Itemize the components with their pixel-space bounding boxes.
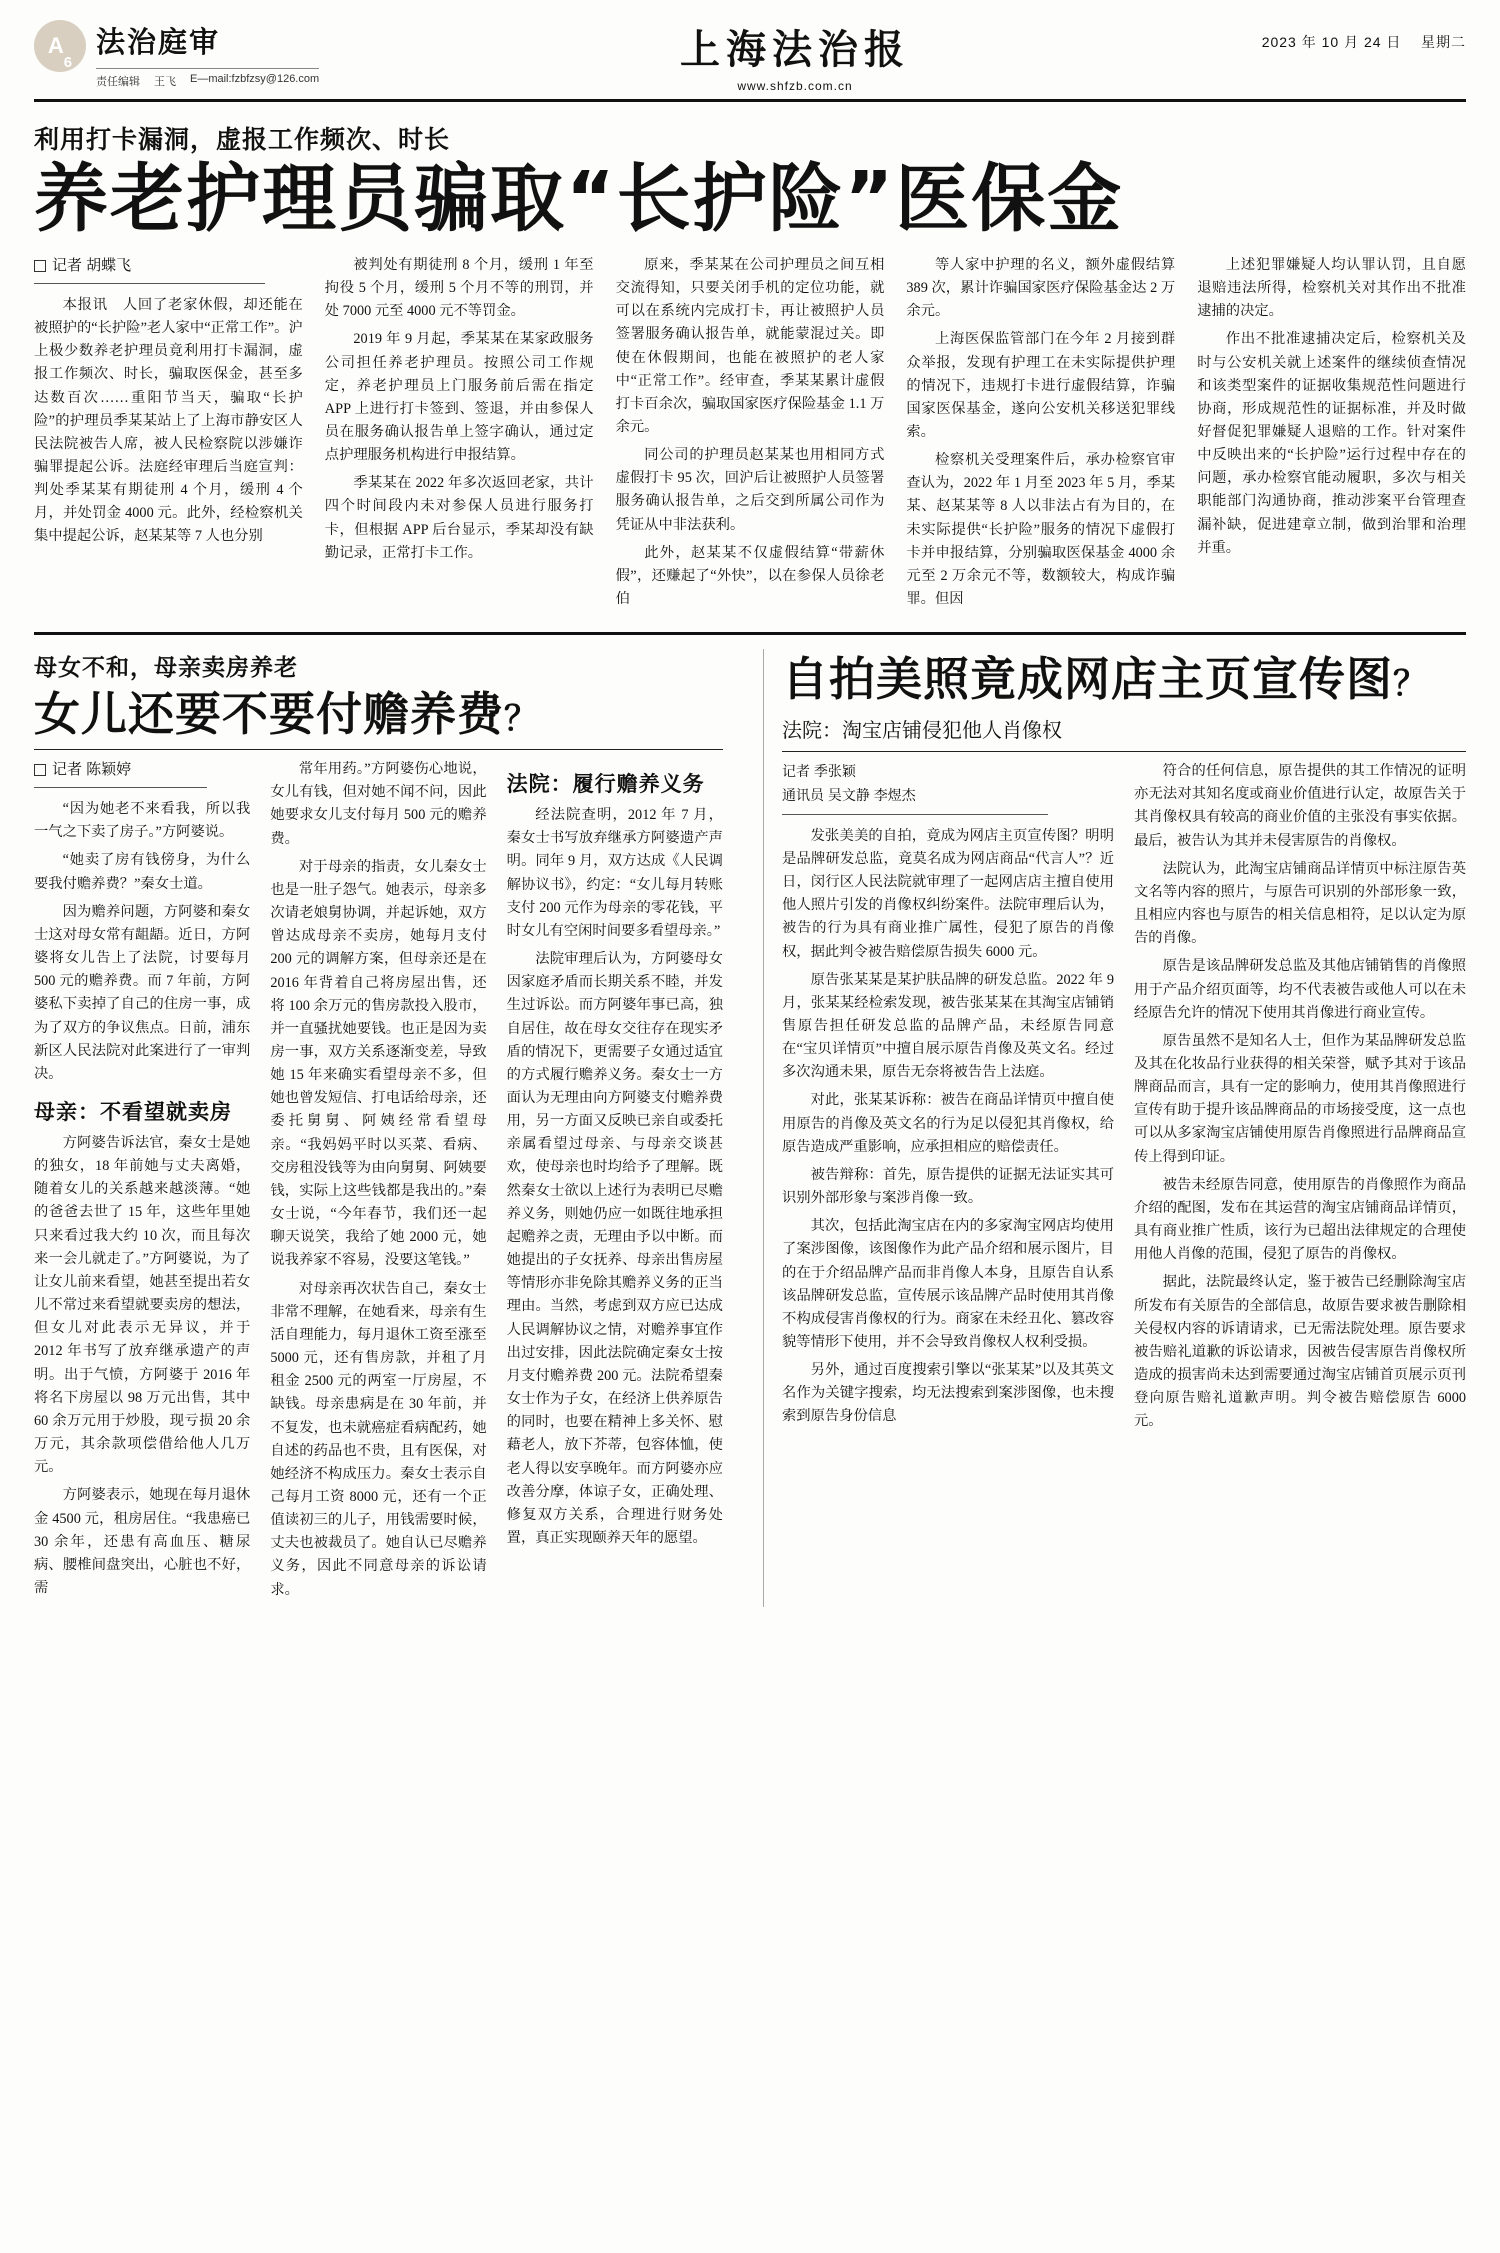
byline-divider bbox=[34, 283, 265, 284]
paragraph: 作出不批准逮捕决定后，检察机关及时与公安机关就上述案件的继续侦查情况和该类型案件的证据收集规范性问题进行协商，形成规范性的证据标准，并及时做好督促犯罪嫌疑人退赔的工作。针对案件中反映出来的“长护险”运行过程中存在的问题，承办检察官能动履职，多次与相关职能部门沟通协商，推动涉案平台管理查漏补缺，促进建章立制，做到治罪和治理并重。 bbox=[1197, 331, 1466, 556]
paragraph: 法院认为，此淘宝店铺商品详情页中标注原告英文名等内容的照片，与原告可识别的外部形象一致，且相应内容也与原告的相关信息相符，足以认定为原告的肖像。 bbox=[1134, 860, 1466, 947]
byline-marker-icon bbox=[34, 764, 46, 776]
story-left-rule bbox=[34, 749, 723, 750]
story-left-columns bbox=[34, 758, 723, 1607]
page-letter: A bbox=[47, 33, 64, 58]
lead-headline: 养老护理员骗取“长护险”医保金 bbox=[34, 156, 1124, 242]
paragraph: 符合的任何信息，原告提供的其工作情况的证明亦无法对其知名度或商业价值进行认定，故原告关于其肖像权具有较高的商业价值的主张没有事实依据。最后，被告认为其并未侵害原告的肖像权。 bbox=[1134, 763, 1466, 849]
paragraph: 原告张某某是某护肤品牌的研发总监。2022 年 9 月，张某某经检索发现，被告张某某在其淘宝店铺销售原告担任研发总监的品牌产品，未经原告同意在“宝贝详情页”中擅自展示原告肖像及英文名。经过多次沟通未果，原告无奈将被告告上法庭。 bbox=[782, 971, 1114, 1081]
editor-label: 责任编辑 bbox=[96, 76, 140, 88]
lead-byline bbox=[34, 254, 303, 275]
paragraph: 检察机关受理案件后，承办检察官审查认为，2022 年 1 月至 2023 年 5 月，季某某、赵某某等 8 人以非法占有为目的，在未实际提供“长护险”服务的情况下虚假打卡并申报结算，分别骗取医保基金 4000 余元至 2 万余元不等，数额较大，构成诈骗罪。但因 bbox=[906, 452, 1176, 608]
paragraph: 方阿婆告诉法官，秦女士是她的独女，18 年前她与丈夫离婚，随着女儿的关系越来越淡薄。“她的爸爸去世了 15 年，这些年里她只来看过我大约 10 次，而且每次来一会儿就走了。”方阿婆说，为了让女儿前来看望，她甚至提出若女儿不常过来看望就要卖房的想法，但女儿对此表示无异议，并于 2012 年书写了放弃继承遗产的声明。出于气愤，方阿婆于 2016 年将名下房屋以 98 万元出售，其中 60 余万元用于炒股，现亏损 20 余万元，其余款项偿借给他人几万元。 bbox=[34, 1135, 251, 1476]
paragraph: 对于母亲的指责，女儿秦女士也是一肚子怨气。她表示，母亲多次请老娘舅协调，并起诉她，双方曾达成母亲不卖房，她每月支付 200 元的调解方案，但母亲还是在 2016 年背着自己将房屋出售，还将 100 余万元的售房款投入股市，并一直骚扰她要钱。也正是因为卖房一事，双方关系逐渐变差，导致她 15 年来确实看望母亲不多，但她也曾发短信、打电话给母亲，还委托舅舅、阿姨经常看望母亲。“我妈妈平时以买菜、看病、交房租没钱等为由向舅舅、阿姨要钱，实际上这些钱都是我出的。”秦女士说，“今年春节，我们还一起聊天说笑，我给了她 2000 元，她说我养家不容易，没要这笔钱。” bbox=[270, 858, 487, 1269]
lead-column-1 bbox=[34, 254, 303, 616]
paragraph: 法院审理后认为，方阿婆母女因家庭矛盾而长期关系不睦，并发生过诉讼。而方阿婆年事已高，独自居住，故在母女交往存在现实矛盾的情况下，更需要子女通过适宜的方式履行赡养义务。秦女士一方面认为无理由向方阿婆支付赡养费用，另一方面又反映已亲自或委托亲属看望过母亲、与母亲交谈甚欢，使母亲也时均给予了理解。既然秦女士欲以上述行为表明已尽赡养义务，则她仍应一如既往地承担起赡养之责，无理由予以中断。而她提出的子女抚养、母亲出售房屋等情形亦非免除其赡养义务的正当理由。当然，考虑到双方应已达成人民调解协议之情，对赡养事宜作出过安排，因此法院确定秦女士按月支付赡养费 200 元。法院希望秦女士作为子女，在经济上供养原告的同时，也要在精神上多关怀、慰藉老人，放下芥蒂，包容体恤，使老人得以安享晚年。而方阿婆亦应改善分摩，体谅子女，正确处理、修复双方关系，合理进行财务处置，真正实现颐养天年的愿望。 bbox=[506, 951, 723, 1546]
story-left-column-3 bbox=[507, 758, 723, 1607]
paragraph: 因为赡养问题，方阿婆和秦女士这对母女常有龃龉。近日，方阿婆将女儿告上了法院，讨要每月 500 元的赡养费。而 7 年前，方阿婆私下卖掉了自己的住房一事，成为了双方的争议焦点。日前，浦东新区人民法院对此案进行了一审判决。 bbox=[34, 903, 251, 1082]
paragraph: 对此，张某某诉称：被告在商品详情页中擅自使用原告的肖像及英文名的行为足以侵犯其肖像权，给原告造成严重影响，应承担相应的赔偿责任。 bbox=[782, 1092, 1114, 1155]
paragraph: 方阿婆表示，她现在每月退休金 4500 元，租房居住。“我患癌已 30 余年，还患有高血压、糖尿病、腰椎间盘突出，心脏也不好，需 bbox=[34, 1487, 251, 1596]
byline-divider bbox=[782, 814, 1048, 815]
masthead-left bbox=[34, 18, 454, 89]
paragraph: 被告未经原告同意，使用原告的肖像照作为商品介绍的配图，发布在其运营的淘宝店铺商品详情页，具有商业推广性质，该行为已超出法律规定的合理使用他人肖像的范围，侵犯了原告的肖像权。 bbox=[1134, 1176, 1466, 1263]
byline-divider bbox=[34, 787, 207, 788]
paragraph: 据此，法院最终认定，鉴于被告已经删除淘宝店所发布有关原告的全部信息，故原告要求被告删除相关侵权内容的诉请请求，已无需法院处理。原告要求被告赔礼道歉的诉讼请求，因被告侵害原告肖像权所造成的损害尚未达到需要通过淘宝店铺首页展示页刊登向原告赔礼道歉声明。判令被告赔偿原告 6000 元。 bbox=[1134, 1274, 1466, 1430]
paragraph: 上海医保监管部门在今年 2 月接到群众举报，发现有护理工在未实际提供护理的情况下，违规打卡进行虚假结算，诈骗国家医保基金，遂向公安机关移送犯罪线索。 bbox=[906, 331, 1176, 440]
lead-column-3 bbox=[616, 254, 885, 616]
paragraph: “因为她老不来看我，所以我一气之下卖了房子。”方阿婆说。 bbox=[34, 801, 251, 841]
story-right-column-2 bbox=[1134, 760, 1466, 1438]
story-right-subtitle: 法院：淘宝店铺侵犯他人肖像权 bbox=[782, 718, 1062, 743]
story-right-byline-correspondents: 通讯员 吴文静 李煜杰 bbox=[782, 786, 916, 803]
story-right-byline-reporter-row bbox=[782, 760, 1114, 784]
paragraph: 原来，季某某在公司护理员之间互相交流得知，只要关闭手机的定位功能，就可以在系统内完成打卡，再让被照护人员签署服务确认报告单，就能蒙混过关。即使在休假期间，也能在被照护的老人家中“正常工作”。经审查，季某某累计虚假打卡百余次，骗取国家医疗保险基金 1.1 万余元。 bbox=[615, 256, 885, 435]
story-left-subhead: 母亲：不看望就卖房 bbox=[34, 1100, 232, 1125]
story-left bbox=[34, 649, 737, 1607]
lead-columns bbox=[34, 254, 1466, 616]
editor-email: E—mail:fzbfzsy@126.com bbox=[190, 73, 320, 85]
story-right-headline-q: ？ bbox=[1393, 664, 1428, 705]
story-right-headline bbox=[782, 653, 1466, 706]
paragraph: 本报讯 人回了老家休假，却还能在被照护的“长护险”老人家中“正常工作”。沪上极少数养老护理员竟利用打卡漏洞，虚报工作频次、时长，骗取医保金，甚至多达数百次……重阳节当天，骗取“长护险”的护理员季某某站上了上海市静安区人民法院被告人席，被人民检察院以涉嫌诈骗罪提起公诉。法庭经审理后当庭宣判：判处季某某有期徒刑 4 个月，缓刑 4 个月，并处罚金 4000 元。此外，经检察机关集中提起公诉，赵某某等 7 人也分别 bbox=[34, 296, 303, 545]
lead-kicker: 利用打卡漏洞，虚报工作频次、时长 bbox=[34, 125, 451, 154]
byline-marker-icon bbox=[34, 260, 46, 272]
paragraph: 其次，包括此淘宝店在内的多家淘宝网店均使用了案涉图像，该图像作为此产品介绍和展示图片，目的在于介绍品牌产品而非肖像人本身，且原告自认系该品牌研发总监，宣传展示该品牌产品时使用其肖像不构成侵害肖像权的行为。商家在未经丑化、篡改容貌等情形下使用，并不会导致肖像权人权利受损。 bbox=[782, 1218, 1114, 1351]
paragraph: 被告辩称：首先，原告提供的证据无法证实其可识别外部形象与案涉肖像一致。 bbox=[782, 1166, 1114, 1207]
issue-weekday: 星期二 bbox=[1421, 34, 1466, 50]
lead-story bbox=[34, 120, 1466, 616]
paragraph: 同公司的护理员赵某某也用相同方式虚假打卡 95 次，回沪后让被照护人员签署服务确认报告单，之后交到所属公司作为凭证从中非法获利。 bbox=[615, 447, 885, 533]
story-left-column-1 bbox=[34, 758, 250, 1607]
story-right-column-1 bbox=[782, 760, 1114, 1438]
paper-name: 上海法治报 bbox=[680, 26, 910, 73]
lead-byline-text: 记者 胡蝶飞 bbox=[52, 256, 132, 274]
page-number-badge bbox=[34, 20, 86, 72]
story-left-headline-text: 女儿还要不要付赡养费 bbox=[34, 687, 504, 742]
paper-url: www.shfzb.com.cn bbox=[737, 79, 853, 93]
paragraph: 季某某在 2022 年多次返回老家，共计四个时间段内未对参保人员进行服务打卡，但根据 APP 后台显示，季某却没有缺勤记录，正常打卡工作。 bbox=[324, 475, 594, 561]
paragraph: 原告是该品牌研发总监及其他店铺销售的肖像照用于产品介绍页面等，均不代表被告或他人可以在未经原告允许的情况下使用其肖像进行商业宣传。 bbox=[1134, 958, 1466, 1021]
paragraph: 此外，赵某某不仅虚假结算“带薪休假”，还赚起了“外快”，以在参保人员徐老伯 bbox=[615, 544, 885, 608]
section-meta bbox=[96, 68, 319, 89]
paragraph: “她卖了房有钱傍身，为什么要我付赡养费？”秦女士道。 bbox=[34, 852, 251, 892]
story-right-columns bbox=[782, 760, 1466, 1438]
lead-column-5 bbox=[1197, 254, 1466, 616]
paragraph: 原告虽然不是知名人士，但作为某品牌研发总监及其在化妆品行业获得的相关荣誉，赋予其对于该品牌商品而言，具有一定的影响力，使用其肖像照进行宣传有助于提升该品牌商品的市场接受度，这一点也可以从多家淘宝店铺使用原告肖像照进行品牌商品宣传上得到印证。 bbox=[1134, 1032, 1466, 1165]
story-right-headline-text: 自拍美照竟成网店主页宣传图 bbox=[782, 652, 1393, 707]
story-left-byline bbox=[34, 758, 250, 779]
story-left-byline-text: 记者 陈颖婷 bbox=[52, 761, 132, 779]
masthead-center bbox=[454, 18, 1136, 93]
story-right-byline-correspondents-row bbox=[782, 784, 1114, 808]
story-right-byline-reporter: 记者 季张颖 bbox=[782, 763, 856, 780]
story-left-court-subhead: 法院：履行赡养义务 bbox=[506, 772, 705, 797]
paragraph: 等人家中护理的名义，额外虚假结算 389 次，累计诈骗国家医疗保险基金达 2 万余元。 bbox=[906, 256, 1176, 320]
section-title: 法治庭审 bbox=[96, 25, 221, 59]
masthead bbox=[34, 18, 1466, 102]
paragraph: 另外，通过百度搜索引擎以“张某某”以及其英文名作为关键字搜索，均无法搜索到案涉图像，也未搜索到原告身份信息 bbox=[782, 1362, 1114, 1425]
story-right-byline bbox=[782, 760, 1114, 808]
bottom-section bbox=[34, 649, 1466, 1607]
story-right bbox=[763, 649, 1466, 1607]
editor-name: 王飞 bbox=[154, 76, 176, 88]
lead-column-4 bbox=[906, 254, 1175, 616]
issue-date: 2023 年 10 月 24 日 bbox=[1261, 34, 1402, 50]
masthead-date bbox=[1136, 18, 1466, 52]
paragraph: 上述犯罪嫌疑人均认罪认罚，且自愿退赔违法所得，检察机关对其作出不批准逮捕的决定。 bbox=[1197, 256, 1466, 320]
section-divider bbox=[34, 632, 1466, 635]
section-block bbox=[96, 18, 319, 89]
paragraph: 2019 年 9 月起，季某某在某家政服务公司担任养老护理员。按照公司工作规定，养老护理员上门服务前后需在指定 APP 上进行打卡签到、签退，并由参保人员在服务确认报告单上签字确认，通过定点护理服务机构进行申报结算。 bbox=[324, 331, 594, 464]
story-left-headline bbox=[34, 688, 723, 741]
story-right-rule bbox=[782, 751, 1466, 752]
paragraph: 常年用药。”方阿婆伤心地说，女儿有钱，但对她不闻不问，因此她要求女儿支付每月 500 元的赡养费。 bbox=[270, 761, 487, 847]
paragraph: 经法院查明，2012 年 7 月，秦女士书写放弃继承方阿婆遗产声明。同年 9 月，双方达成《人民调解协议书》，约定：“女儿每月转账支付 200 元作为母亲的零花钱，平时女儿有空闲时间要多看望母亲。” bbox=[506, 807, 723, 939]
lead-column-2 bbox=[325, 254, 594, 616]
page-number: 6 bbox=[63, 54, 73, 71]
paragraph: 发张美美的自拍，竟成为网店主页宣传图？明明是品牌研发总监，竟莫名成为网店商品“代言人”？近日，闵行区人民法院就审理了一起网店店主擅自使用他人照片引发的肖像权纠纷案件。法院审理后认为，被告的行为具有商业推广属性，侵犯了原告的肖像权，据此判令被告赔偿原告损失 6000 元。 bbox=[782, 827, 1114, 960]
story-left-column-2 bbox=[270, 758, 486, 1607]
paragraph: 被判处有期徒刑 8 个月，缓刑 1 年至拘役 5 个月，缓刑 5 个月不等的刑罚，并处 7000 元至 4000 元不等罚金。 bbox=[324, 256, 594, 320]
story-left-kicker: 母女不和，母亲卖房养老 bbox=[34, 655, 298, 682]
paragraph: 对母亲再次状告自己，秦女士非常不理解，在她看来，母亲有生活自理能力，每月退休工资至涨至 5000 元，还有售房款，并租了月租金 2500 元的两室一厅房屋，不缺钱。母亲患病是在 30 年前，并不复发，也未就癌症看病配药，她自述的药品也不贵，且有医保，对她经济不构成压力。秦女士表示自己每月工资 8000 元，还有一个正值读初三的儿子，用钱需要时候，丈夫也被裁员了。她自认已尽赡养义务，因此不同意母亲的诉讼请求。 bbox=[270, 1280, 487, 1598]
story-left-headline-q: ？ bbox=[504, 699, 539, 740]
